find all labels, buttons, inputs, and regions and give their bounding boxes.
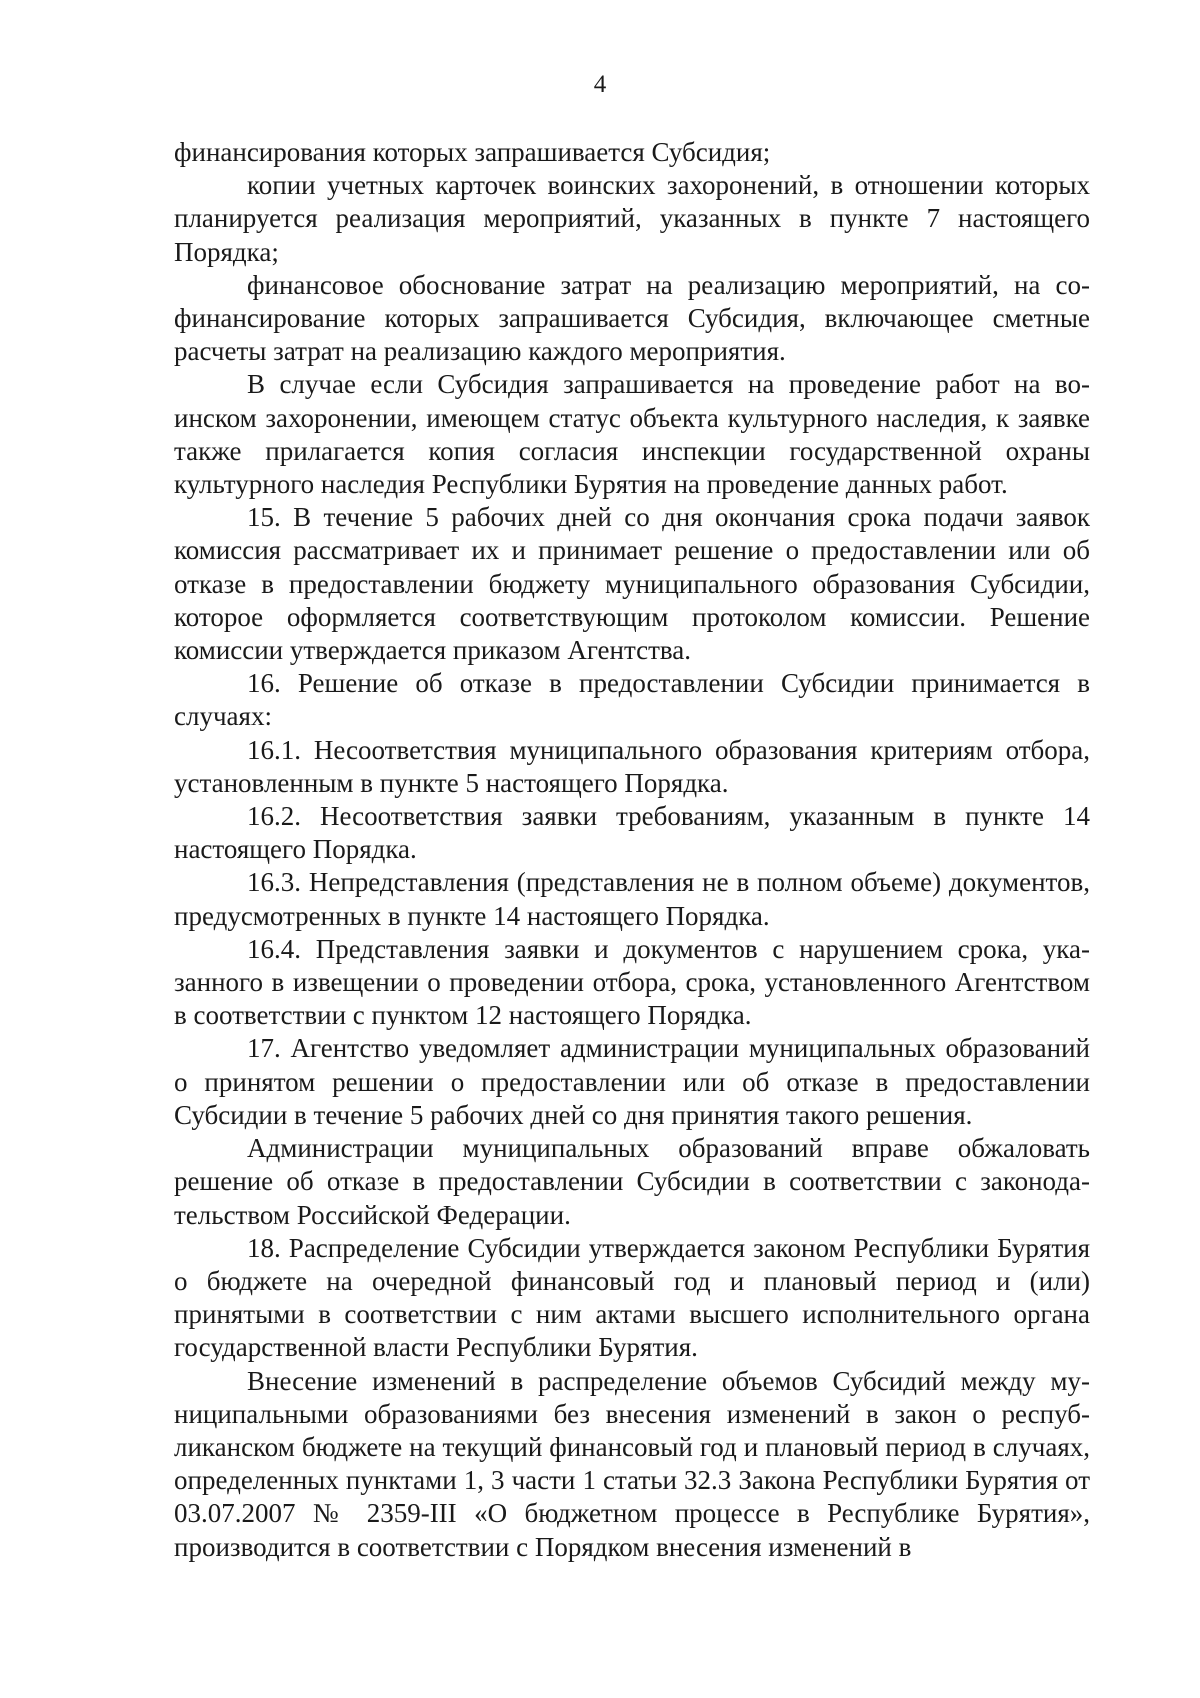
paragraph-financial-justification: финансовое обоснование затрат на реализацию мероприятий, на софинансирование которых запрашивается Субсидия, включающее сметные расчеты затрат на реализацию каждого мероприятия. xyxy=(174,269,1090,367)
paragraph-appeal: Администрации муниципальных образований вправе обжаловать решение об отказе в предоставлении Субсидии в соответствии с законодательством Российской Федерации. xyxy=(174,1133,1090,1230)
clause-17: 17. Агентство уведомляет администрации муниципальных образований о принятом решении о предоставлении или об отказе в предоставлении Субсидии в течение 5 рабочих дней со дня принятия такого решения. xyxy=(174,1033,1090,1130)
paragraph-cultural-heritage: В случае если Субсидия запрашивается на проведение работ на воинском захоронении, имеющем статус объекта культурного наследия, к заявке также прилагается копия согласия инспекции государственной охраны культурного наследия Республики Бурятия на проведение данных работ. xyxy=(174,369,1090,500)
paragraph-distribution-changes: Внесение изменений в распределение объемов Субсидий между муниципальными образованиями без внесения изменений в закон о республиканском бюджете на текущий финансовый год и плановый период в случаях, определенных пунктами 1, 3 части 1 статьи 32.3 Закона Республики Бурятия от 03.07.2007 № 2359-III «О бюджетном процессе в Республике Бурятия», производится в соответствии с Порядком внесения изменений в xyxy=(174,1365,1090,1562)
clause-15: 15. В течение 5 рабочих дней со дня окончания срока подачи заявок комиссия рассматривает их и принимает решение о предоставлении или об отказе в предоставлении бюджету муниципального образования Субсидии, которое оформляется соответствующим протоколом комиссии. Решение комиссии утверждается приказом Агентства. xyxy=(174,502,1090,666)
clause-18: 18. Распределение Субсидии утверждается законом Республики Бурятия о бюджете на очередной финансовый год и плановый период и (или) принятыми в соответствии с ним актами высшего исполнительного органа государственной власти Республики Бурятия. xyxy=(174,1232,1090,1363)
clause-16-2: 16.2. Несоответствия заявки требованиям, указанным в пункте 14 настоящего Порядка. xyxy=(174,801,1090,865)
clause-16-4: 16.4. Представления заявки и документов с нарушением срока, указанного в извещении о проведении отбора, срока, установленного Агентством в соответствии с пунктом 12 настоящего Порядка. xyxy=(174,933,1090,1031)
paragraph-burial-cards: копии учетных карточек воинских захоронений, в отношении которых планируется реализация мероприятий, указанных в пункте 7 настоящего Порядка; xyxy=(174,170,1090,267)
clause-16-3: 16.3. Непредставления (представления не в полном объеме) документов, предусмотренных в пункте 14 настоящего Порядка. xyxy=(174,867,1090,931)
page-number: 4 xyxy=(593,71,607,98)
paragraph-continuation: финансирования которых запрашивается Субсидия; xyxy=(174,137,771,167)
document-body xyxy=(174,136,1090,1564)
clause-16-1: 16.1. Несоответствия муниципального образования критериям отбора, установленным в пункте 5 настоящего Порядка. xyxy=(174,734,1090,798)
clause-16: 16. Решение об отказе в предоставлении Субсидии принимается в случаях: xyxy=(174,668,1090,732)
